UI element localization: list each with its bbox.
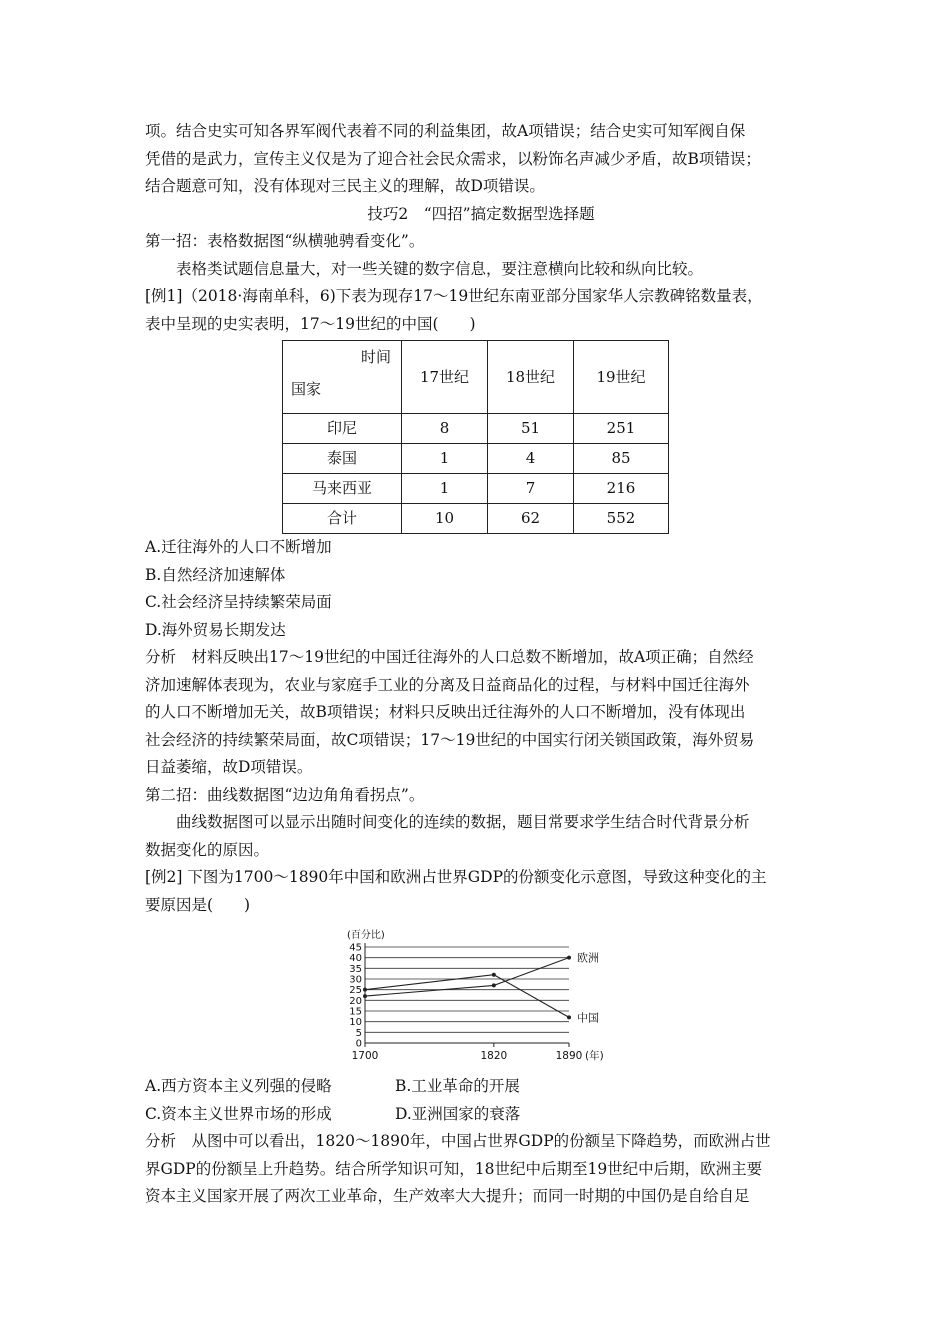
example2-option-b: B.工业革命的开展 bbox=[395, 1077, 520, 1095]
table-cell: 62 bbox=[488, 504, 574, 534]
example2-stem-line-2: 要原因是( ) bbox=[145, 895, 251, 914]
table-row bbox=[283, 444, 669, 474]
intro-line-3: 结合题意可知，没有体现对三民主义的理解，故D项错误。 bbox=[145, 177, 545, 195]
inscription-table bbox=[282, 340, 669, 534]
gdp-share-chart bbox=[343, 927, 613, 1067]
table-corner-cell bbox=[283, 341, 402, 414]
y-tick-label: 30 bbox=[349, 974, 362, 986]
example2-options-row-2 bbox=[145, 1101, 817, 1129]
table-cell: 10 bbox=[402, 504, 488, 534]
example2-option-d: D.亚洲国家的衰落 bbox=[395, 1104, 521, 1123]
y-tick-label: 40 bbox=[349, 953, 362, 965]
x-tick-label: 1700 bbox=[351, 1050, 379, 1062]
example2-analysis-line-2: 界GDP的份额呈上升趋势。结合所学知识可知，18世纪中后期至19世纪中后期，欧洲主要 bbox=[145, 1159, 763, 1178]
series-point bbox=[492, 973, 496, 977]
y-tick-label: 15 bbox=[349, 1006, 362, 1018]
intro-line-2: 凭借的是武力，宣传主义仅是为了迎合社会民众需求，以粉饰名声减少矛盾，故B项错误； bbox=[145, 149, 761, 168]
tip1-description: 表格类试题信息量大，对一些关键的数字信息，要注意横向比较和纵向比较。 bbox=[176, 259, 704, 278]
table-cell: 7 bbox=[488, 474, 574, 504]
table-cell: 51 bbox=[488, 414, 574, 444]
series-point bbox=[492, 983, 496, 987]
table-row bbox=[283, 504, 669, 534]
table-cell: 1 bbox=[402, 444, 488, 474]
example2-analysis-line-1: 分析 从图中可以看出，1820～1890年，中国占世界GDP的份额呈下降趋势，而欧洲占世 bbox=[145, 1132, 771, 1150]
tip1-heading: 第一招：表格数据图“纵横驰骋看变化”。 bbox=[145, 232, 425, 250]
x-tick-label: 1890 bbox=[555, 1050, 583, 1062]
y-tick-label: 5 bbox=[355, 1027, 362, 1039]
table-header-cell: 17世纪 bbox=[402, 341, 488, 414]
corner-time-label: 时间 bbox=[360, 348, 391, 366]
example2-option-a: A.西方资本主义列强的侵略 bbox=[145, 1077, 332, 1095]
series-point bbox=[363, 994, 367, 998]
series-point bbox=[363, 988, 367, 992]
y-tick-label: 25 bbox=[349, 985, 362, 997]
y-tick-label: 10 bbox=[349, 1017, 362, 1029]
table-country-cell: 合计 bbox=[283, 504, 402, 534]
series-point bbox=[567, 956, 571, 960]
corner-country-label: 国家 bbox=[291, 380, 322, 398]
y-tick-label: 20 bbox=[349, 995, 362, 1007]
example1-stem-line-1: [例1]（2018·海南单科，6)下表为现存17～19世纪东南亚部分国家华人宗教碑铭数量表， bbox=[145, 287, 763, 305]
example1-analysis-line-5: 日益萎缩，故D项错误。 bbox=[145, 758, 313, 776]
series-point bbox=[567, 1015, 571, 1019]
table-row bbox=[283, 474, 669, 504]
example2-options-row-1 bbox=[145, 1073, 817, 1101]
table-cell: 8 bbox=[402, 414, 488, 444]
document-page bbox=[145, 118, 817, 1211]
x-axis-label: (年) bbox=[585, 1050, 604, 1062]
table-country-cell: 马来西亚 bbox=[283, 474, 402, 504]
table-cell: 1 bbox=[402, 474, 488, 504]
example2-stem-line-1: [例2] 下图为1700～1890年中国和欧洲占世界GDP的份额变化示意图，导致这种变化的主 bbox=[145, 868, 767, 886]
example1-option-a: A.迁往海外的人口不断增加 bbox=[145, 538, 332, 556]
tip2-heading: 第二招：曲线数据图“边边角角看拐点”。 bbox=[145, 785, 425, 804]
y-axis-label: (百分比) bbox=[347, 930, 385, 941]
table-cell: 85 bbox=[574, 444, 669, 474]
example2-option-c: C.资本主义世界市场的形成 bbox=[145, 1104, 332, 1123]
table-country-cell: 泰国 bbox=[283, 444, 402, 474]
table-header-cell: 19世纪 bbox=[574, 341, 669, 414]
example1-analysis-line-3: 的人口不断增加无关，故B项错误；材料只反映出迁往海外的人口不断增加，没有体现出 bbox=[145, 703, 746, 721]
table-header-row bbox=[283, 341, 669, 414]
example1-analysis-line-1: 分析 材料反映出17～19世纪的中国迁往海外的人口总数不断增加，故A项正确；自然经 bbox=[145, 648, 754, 666]
example1-option-c: C.社会经济呈持续繁荣局面 bbox=[145, 593, 332, 611]
table-cell: 552 bbox=[574, 504, 669, 534]
example2-analysis-line-3: 资本主义国家开展了两次工业革命，生产效率大大提升；而同一时期的中国仍是自给自足 bbox=[145, 1187, 750, 1205]
table-row bbox=[283, 414, 669, 444]
section-title: 技巧2 “四招”搞定数据型选择题 bbox=[367, 204, 595, 223]
example1-analysis-line-4: 社会经济的持续繁荣局面，故C项错误；17～19世纪的中国实行闭关锁国政策，海外贸易 bbox=[145, 730, 755, 749]
x-tick-label: 1820 bbox=[480, 1050, 508, 1062]
intro-line-1: 项。结合史实可知各界军阀代表着不同的利益集团，故A项错误；结合史实可知军阀自保 bbox=[145, 122, 746, 140]
y-tick-label: 0 bbox=[355, 1038, 362, 1050]
table-header-cell: 18世纪 bbox=[488, 341, 574, 414]
series-label: 中国 bbox=[577, 1011, 599, 1025]
y-tick-label: 45 bbox=[349, 942, 362, 954]
example1-option-b: B.自然经济加速解体 bbox=[145, 565, 286, 584]
tip2-description-line-1: 曲线数据图可以显示出随时间变化的连续的数据，题目常要求学生结合时代背景分析 bbox=[176, 813, 750, 831]
example1-analysis-line-2: 济加速解体表现为，农业与家庭手工业的分离及日益商品化的过程，与材料中国迁往海外 bbox=[145, 675, 750, 694]
gdp-line-chart bbox=[343, 927, 613, 1067]
tip2-description-line-2: 数据变化的原因。 bbox=[145, 840, 270, 859]
example1-option-d: D.海外贸易长期发达 bbox=[145, 620, 286, 639]
table-country-cell: 印尼 bbox=[283, 414, 402, 444]
y-tick-label: 35 bbox=[349, 963, 362, 975]
series-line-0 bbox=[365, 958, 569, 996]
table-cell: 4 bbox=[488, 444, 574, 474]
example1-stem-line-2: 表中呈现的史实表明，17～19世纪的中国( ) bbox=[145, 314, 476, 333]
series-label: 欧洲 bbox=[577, 951, 599, 965]
table-cell: 251 bbox=[574, 414, 669, 444]
table-cell: 216 bbox=[574, 474, 669, 504]
